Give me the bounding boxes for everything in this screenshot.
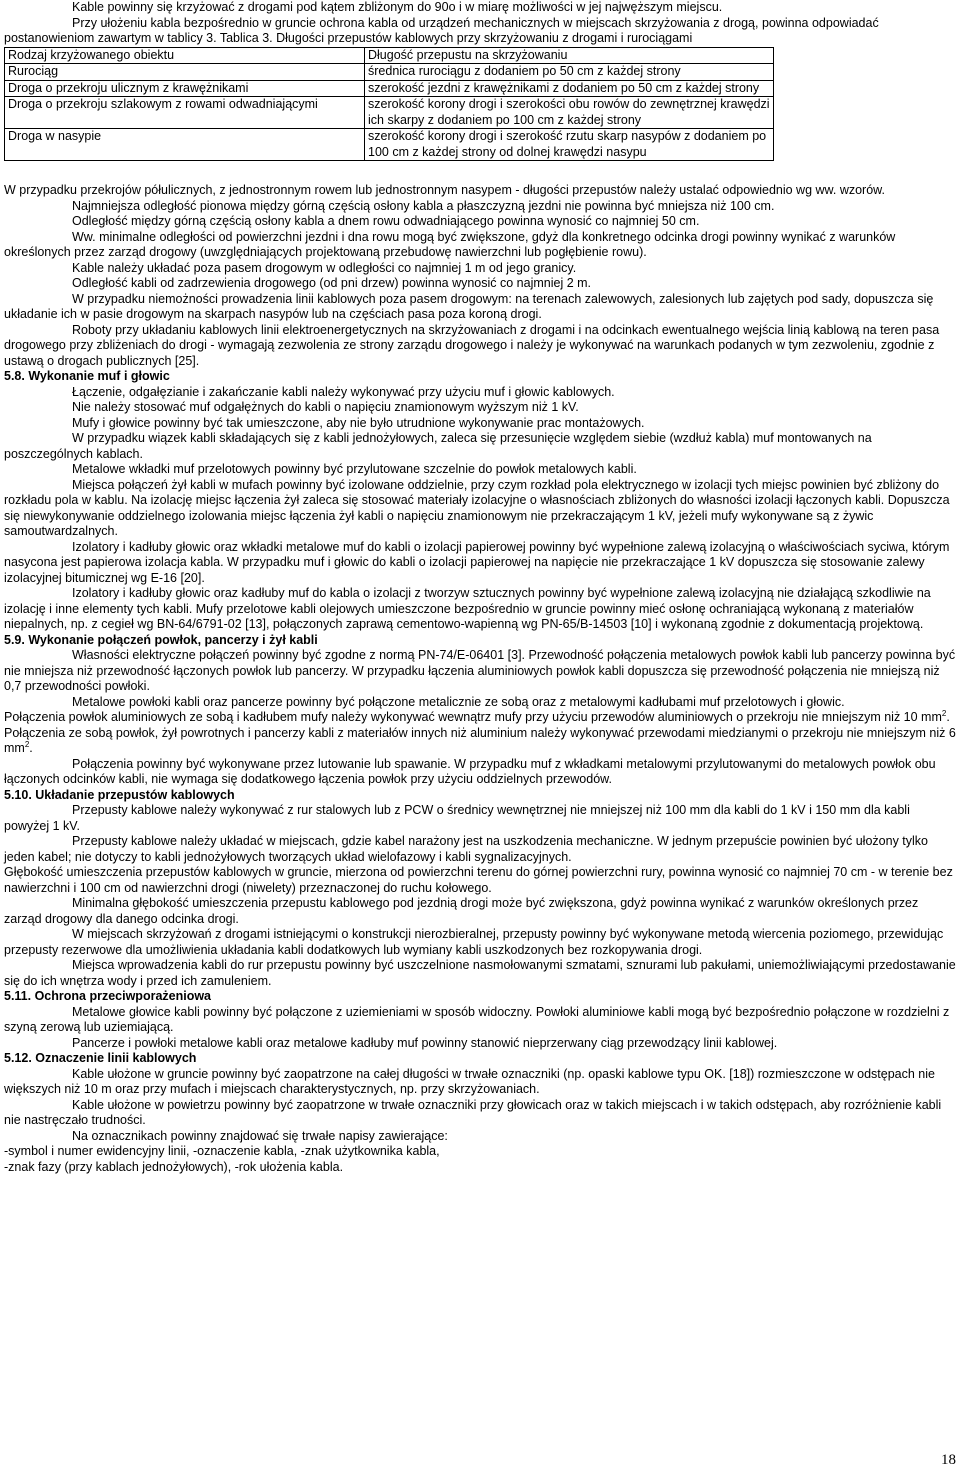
intro-paragraph: Kable powinny się krzyżować z drogami pod kątem zbliżonym do 90o i w miarę możliwości w jej najwęższym miejscu. (72, 0, 723, 14)
paragraph: Miejsca wprowadzenia kabli do rur przepustu powinny być uszczelnione nasmołowanymi szmatami, sznurami lub pakułami, uniemożliwiającymi przedostawanie się do ich wnętrza wody i przed ich zamuleniem. (4, 958, 956, 988)
table-cell: szerokość jezdni z krawężnikami z dodaniem po 50 cm z każdej strony (365, 80, 774, 97)
table-cell: Droga o przekroju ulicznym z krawężnikami (5, 80, 365, 97)
superscript: 2 (24, 739, 30, 749)
paragraph: W miejscach skrzyżowań z drogami istniejącymi o konstrukcji nierozbieralnej, przepusty powinny być wykonywane metodą wiercenia poziomego, przewidując przepusty rezerwowe dla umożliwienia układania kabli dodatkowych lub wymiany kabli uszkodzonych bez rozkopywania drogi. (4, 927, 944, 957)
table-cell: szerokość korony drogi i szerokości obu rowów do zewnętrznej krawędzi ich skarpy z dodaniem po 100 cm z każdej strony (365, 97, 774, 129)
paragraph: Przepusty kablowe należy układać w miejscach, gdzie kabel narażony jest na uszkodzenia mechaniczne. W jednym przepuście powinien być ułożony tylko jeden kabel; nie dotyczy to kabli jednożyłowych tworzących układ wielofazowy i kabli sygnalizacyjnych. (4, 834, 928, 864)
paragraph: Izolatory i kadłuby głowic oraz wkładki metalowe muf do kabli o izolacji papierowej powinny być wypełnione zalewą izolacyjną o właściwościach syciwa, którym nasycona jest papierowa izolacja kabla. W przypadku muf i głowic do kabli o izolacji papierowej na napięcie nie przekraczające 1 kV dopuszcza się stosowanie zalewy izolacyjnej bitumicznej wg E-16 [20]. (4, 539, 950, 585)
table-row (5, 97, 774, 129)
paragraph: Miejsca połączeń żył kabli w mufach powinny być izolowane oddzielnie, przy czym rozkład pola elektrycznego w izolacji tych miejsc powinien być zbliżony do rozkładu pola w kablu. Na izolację miejsc łączenia żył zaleca się stosować materiały izolacyjne o własnościach zbliżonych do własności izolacji łączonych kabli. Dopuszcza się niewykonywanie oddzielnego izolowania miejsc łączenia żył kabli o napięciu znamionowym nie przekraczającym 1 kV, jeżeli mufy wykonywane są z żywic samoutwardzalnych. (4, 477, 950, 538)
text-run: . (29, 741, 33, 755)
list-item: -znak fazy (przy kablach jednożyłowych), -rok ułożenia kabla. (4, 1159, 344, 1174)
paragraph: Mufy i głowice powinny być tak umieszczone, aby nie było utrudnione wykonywanie prac montażowych. (72, 415, 645, 430)
paragraph: Metalowe powłoki kabli oraz pancerze powinny być połączone metalicznie ze sobą oraz z metalowymi kadłubami muf przelotowych i głowic. (72, 694, 845, 709)
paragraph: W przypadku przekrojów półulicznych, z jednostronnym rowem lub jednostronnym nasypem - długości przepustów należy ustalać odpowiednio wg ww. wzorów. (4, 183, 885, 197)
paragraph: W przypadku wiązek kabli składających się z kabli jednożyłowych, zaleca się przesunięcie względem siebie (wzdłuż kabla) muf montowanych na poszczególnych kablach. (4, 431, 872, 461)
page-number: 18 (941, 1452, 956, 1468)
paragraph: Minimalna głębokość umieszczenia przepustu kablowego pod jezdnią drogi może być zwiększona, gdyż powinna wynikać z warunków określonych przez zarząd drogowy dla danego odcinka drogi. (4, 896, 919, 926)
table-cell: szerokość korony drogi i szerokość rzutu skarp nasypów z dodaniem po 100 cm z każdej strony od dolnej krawędzi nasypu (365, 129, 774, 161)
table-header-cell: Długość przepustu na skrzyżowaniu (365, 47, 774, 64)
table-header-row (5, 47, 774, 64)
intro-paragraph-table-ref: Przy ułożeniu kabla bezpośrednio w gruncie ochrona kabla od urządzeń mechanicznych w miejscach skrzyżowania z drogą, powinna odpowiadać postanowieniom zawartym w tablicy 3. Tablica 3. Długości przepustów kablowych przy skrzyżowaniu z drogami i rurociągami (4, 15, 879, 45)
table-cell: średnica rurociągu z dodaniem po 50 cm z każdej strony (365, 64, 774, 81)
paragraph: Odległość między górną częścią osłony kabla a dnem rowu odwadniającego powinna wynosić co najmniej 50 cm. (72, 214, 700, 228)
superscript: 2 (941, 708, 947, 718)
paragraph: Własności elektryczne połączeń powinny być zgodne z normą PN-74/E-06401 [3]. Przewodność połączenia metalowych powłok kabli lub pancerzy powinna być nie mniejsza niż przewodność łączonych powłok lub pancerzy. W przypadku łączenia aluminiowych powłok kabli dopuszcza się przewodność połączenia nie mniejszą niż 0,7 przewodności powłoki. (4, 648, 956, 693)
paragraph: W przypadku niemożności prowadzenia linii kablowych poza pasem drogowym: na terenach zalewowych, zalesionych lub zajętych pod sady, dopuszcza się układanie ich w pasie drogowym na skarpach nasypów lub na częściach pasa poza koroną drogi. (4, 291, 934, 321)
section-heading: 5.10. Układanie przepustów kablowych (4, 787, 235, 802)
spacer (4, 165, 956, 183)
section-heading: 5.12. Oznaczenie linii kablowych (4, 1051, 197, 1065)
paragraph: Pancerze i powłoki metalowe kabli oraz metalowe kadłuby muf powinny stanowić nieprzerwany ciąg przewodzący linii kablowej. (72, 1035, 778, 1050)
section-heading: 5.8. Wykonanie muf i głowic (4, 369, 170, 383)
paragraph: Roboty przy układaniu kablowych linii elektroenergetycznych na skrzyżowaniach z drogami i na odcinkach ewentualnego wejścia linią kablową na teren pasa drogowego przy zbliżeniach do drogi - wymagają zezwolenia ze strony zarządu drogowego i należy je wykonywać na warunkach podanych w tym zezwoleniu, zgodnie z ustawą o drogach publicznych [25]. (4, 322, 940, 368)
table-cell: Droga o przekroju szlakowym z rowami odwadniającymi (5, 97, 365, 129)
paragraph: Połączenia powinny być wykonywane przez lutowanie lub spawanie. W przypadku muf z wkładkami metalowymi przylutowanymi do metalowych powłok obu łączonych odcinków kabli, nie wymaga się dodatkowego łączenia powłok przy użyciu oddzielnych przewodów. (4, 756, 936, 786)
paragraph: Łączenie, odgałęzianie i zakańczanie kabli należy wykonywać przy użyciu muf i głowic kablowych. (72, 384, 615, 399)
table-row (5, 80, 774, 97)
table-row (5, 129, 774, 161)
section-heading: 5.11. Ochrona przeciwporażeniowa (4, 989, 212, 1003)
paragraph: Odległość kabli od zadrzewienia drogowego (od pni drzew) powinna wynosić co najmniej 2 m. (72, 276, 592, 290)
paragraph: Metalowe wkładki muf przelotowych powinny być przylutowane szczelnie do powłok metalowych kabli. (72, 462, 637, 476)
table-cell: Droga w nasypie (5, 129, 365, 161)
section-heading: 5.9. Wykonanie połączeń powłok, pancerzy i żył kabli (4, 632, 318, 647)
paragraph: Na oznacznikach powinny znajdować się trwałe napisy zawierające: (72, 1128, 448, 1143)
list-item: -symbol i numer ewidencyjny linii, -oznaczenie kabla, -znak użytkownika kabla, (4, 1144, 440, 1158)
paragraph: Ww. minimalne odległości od powierzchni jezdni i dna rowu mogą być zwiększone, gdyż dla konkretnego odcinka drogi powinny wynikać z warunków określonych przez zarząd drogowy (uwzględniających projektowaną przebudowę nawierzchni lub pogłębienie rowu). (4, 229, 896, 259)
table-cell: Rurociąg (5, 64, 365, 81)
paragraph: Kable ułożone w gruncie powinny być zaopatrzone na całej długości w trwałe oznaczniki (np. opaski kablowe typu OK. [18]) rozmieszczone w odstępach nie większych niż 10 m oraz przy mufach i miejscach charakterystycznych, np. przy skrzyżowaniach. (4, 1066, 935, 1096)
paragraph: Kable ułożone w powietrzu powinny być zaopatrzone w trwałe oznaczniki przy głowicach oraz w takich miejscach i w takich odstępach, aby rozróżnienie kabli nie nastręczało trudności. (4, 1097, 942, 1127)
document-page (4, 0, 956, 1175)
table-3 (4, 47, 774, 162)
paragraph: Przepusty kablowe należy wykonywać z rur stalowych lub z PCW o średnicy wewnętrznej nie mniejszej niż 100 mm dla kabli do 1 kV i 150 mm dla kabli powyżej 1 kV. (4, 803, 910, 833)
paragraph (4, 710, 956, 757)
paragraph: Nie należy stosować muf odgałężnych do kabli o napięciu znamionowym wyższym niż 1 kV. (72, 400, 579, 414)
text-run: . Połączenia ze sobą powłok, żył powrotnych i pancerzy kabli z materiałów innych niż aluminium należy wykonywać przewodami miedzianymi o przekroju nie mniejszym niż 6 mm (4, 710, 956, 755)
paragraph: Najmniejsza odległość pionowa między górną częścią osłony kabla a płaszczyzną jezdni nie powinna być mniejsza niż 100 cm. (72, 198, 775, 213)
paragraph: Metalowe głowice kabli powinny być połączone z uziemieniami w sposób widoczny. Powłoki aluminiowe kabli mogą być bezpośrednio połączone w rozdzielni z szyną zerową lub uziemiającą. (4, 1004, 950, 1034)
paragraph: Kable należy układać poza pasem drogowym w odległości co najmniej 1 m od jego granicy. (72, 260, 577, 275)
text-run: Połączenia powłok aluminiowych ze sobą i kadłubem mufy należy wykonywać wewnątrz mufy przy użyciu przewodów aluminiowych o przekroju nie mniejszym niż 10 mm (4, 710, 942, 724)
table-row (5, 64, 774, 81)
paragraph: Głębokość umieszczenia przepustów kablowych w gruncie, mierzona od powierzchni terenu do górnej powierzchni rury, powinna wynosić co najmniej 70 cm - w terenie bez nawierzchni i 100 cm od nawierzchni drogi (niwelety) przeznaczonej do ruchu kołowego. (4, 865, 953, 895)
paragraph: Izolatory i kadłuby głowic oraz kadłuby muf do kabla o izolacji z tworzyw sztucznych powinny być wypełnione zalewą izolacyjną nie działającą szkodliwie na izolację i inne elementy tych kabli. Mufy przelotowe kabli olejowych umieszczone bezpośrednio w gruncie powinny mieć osłonę ochraniającą wykonaną z materiałów niepalnych, np. z cegieł wg BN-64/6791-02 [13], połączonych zaprawą cementowo-wapienną wg PN-65/B-14503 [10] i wykonaną zgodnie z dokumentacją projektową. (4, 586, 931, 631)
table-header-cell: Rodzaj krzyżowanego obiektu (5, 47, 365, 64)
